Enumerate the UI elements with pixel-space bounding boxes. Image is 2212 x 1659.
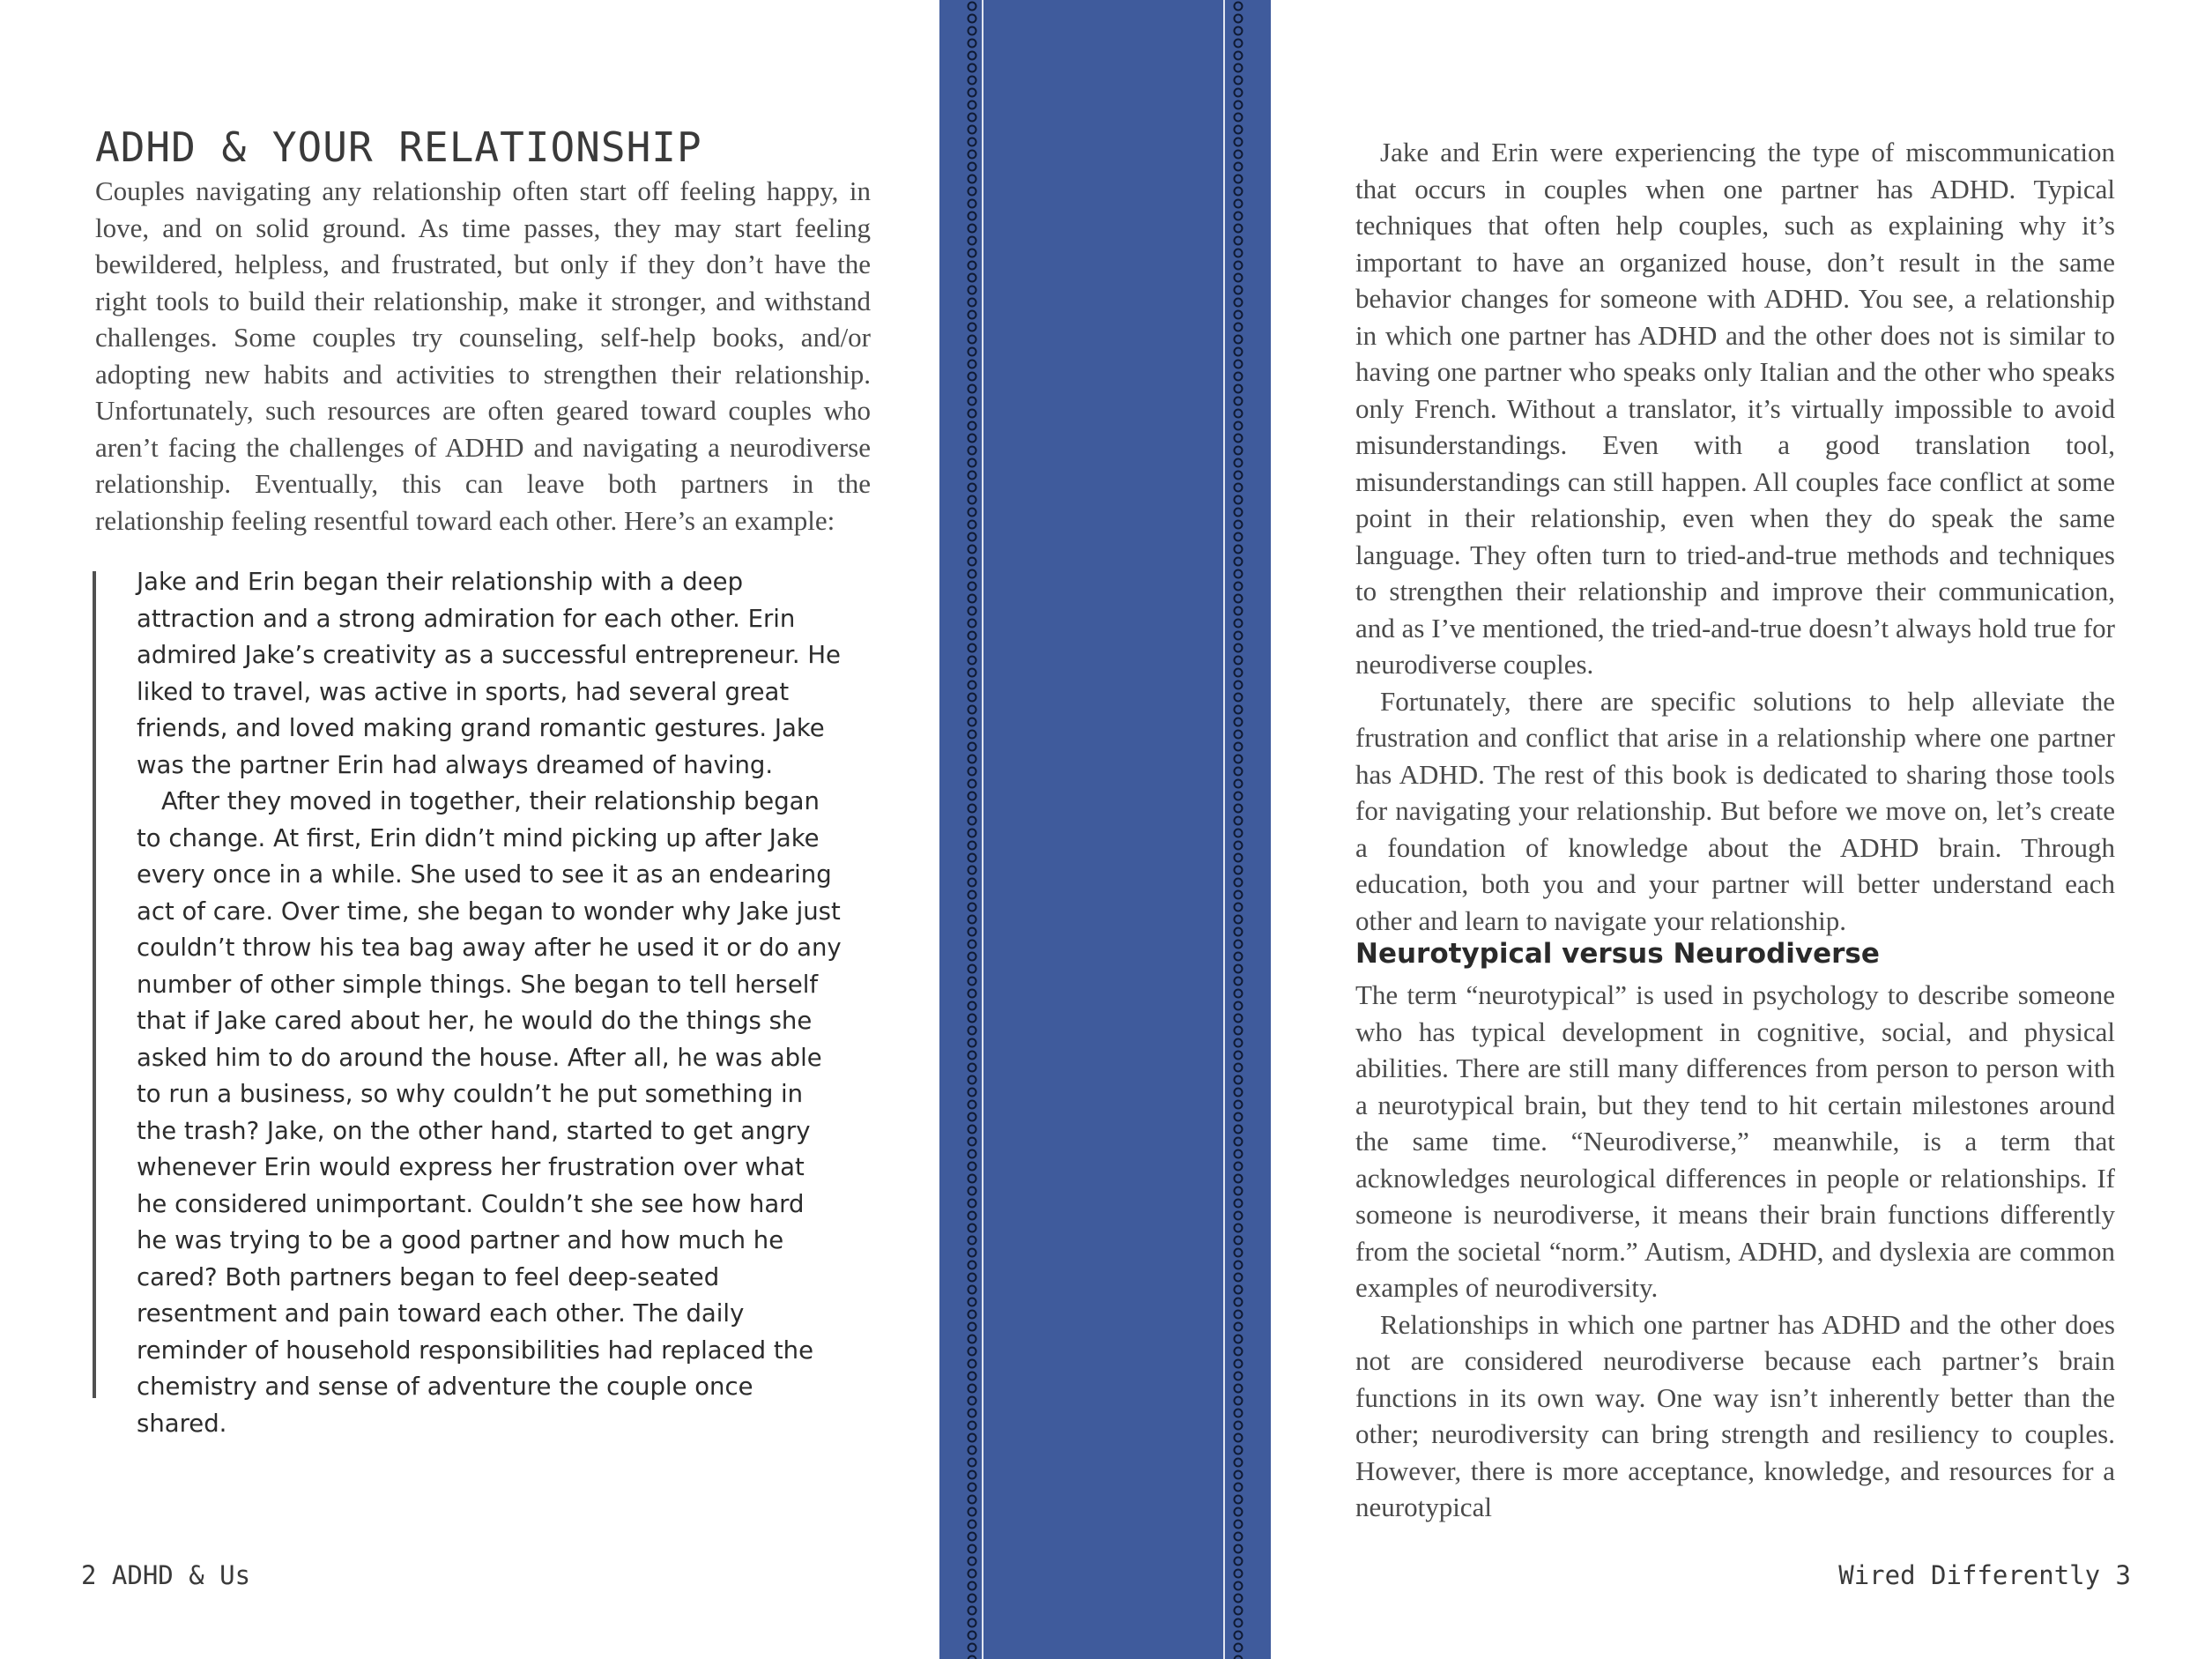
body-paragraph: Jake and Erin were experiencing the type of miscommunication that occurs in couples when one partner has ADHD. Typical techniques that often help couples, such as explaining why it’s important to have an organized house, don’t result in the same behavior changes for someone with ADHD. You see, a relationship in which one partner has ADHD and the other does not is similar to having one partner who speaks only Italian and the other who speaks only French. Without a translator, it’s virtually impossible to avoid misunderstandings. Even with a good translation tool, misunderstandings can still happen. All couples face conflict at some point in their relationship, even when they do speak the same language. They often turn to tried-and-true methods and techniques to strengthen their relationship and improve their communication, and as I’ve mentioned, the tried-and-true doesn’t always hold true for neurodiverse couples. <box>1355 137 2115 680</box>
section-heading: ADHD & YOUR RELATIONSHIP <box>95 123 702 171</box>
gutter-line <box>982 0 984 1659</box>
story-paragraph: Jake and Erin began their relationship with a deep attraction and a strong admiration for each other. Erin admired Jake’s creativity as a successful entrepreneur. He liked to travel, was active in sports, had several great friends, and loved making grand romantic gestures. Jake was the partner Erin had always dreamed of having. <box>137 568 841 779</box>
left-folio: 2 ADHD & Us <box>81 1560 251 1590</box>
right-folio: Wired Differently 3 <box>1838 1560 2131 1590</box>
intro-paragraph: Couples navigating any relationship often start off feeling happy, in love, and on solid ground. As time passes, they may start feeling bewildered, helpless, and frustrated, but only if they don’t have the right tools to build their relationship, make it stronger, and withstand challenges. Some couples try counseling, self-help books, and/or adopting new habits and activities to strengthen their relationship. Unfortunately, such resources are often geared toward couples who aren’t facing the challenges of ADHD and navigating a neurodiverse relationship. Eventually, this can leave both partners in the relationship feeling resentful toward each other. Here’s an example: <box>95 175 871 536</box>
left-page <box>0 0 939 1659</box>
subsection-body-text <box>1355 977 2115 1526</box>
story-paragraph: After they moved in together, their relationship began to change. At first, Erin didn’t mind picking up after Jake every once in a while. She used to see it as an endearing act of care. Over time, she began to wonder why Jake just couldn’t throw his tea bag away after he used it or do any number of other simple things. She began to tell herself that if Jake cared about her, he would do the things she asked him to do around the house. After all, he was able to run a business, so why couldn’t he put something in the trash? Jake, on the other hand, started to get angry whenever Erin would express her frustration over what he considered unimportant. Couldn’t she see how hard he was trying to be a good partner and how much he cared? Both partners began to feel deep-seated resentment and pain toward each other. The daily reminder of household responsibilities had replaced the chemistry and sense of adventure the couple once shared. <box>137 787 842 1438</box>
gutter-band <box>939 0 1271 1659</box>
right-chain-ornament <box>1232 0 1244 1659</box>
example-story <box>137 564 842 1442</box>
body-paragraph: Fortunately, there are specific solutions to help alleviate the frustration and conflict that arise in a relationship where one partner has ADHD. The rest of this book is dedicated to sharing those tools for navigating your relationship. But before we move on, let’s create a foundation of knowledge about the ADHD brain. Through education, both you and your partner will better understand each other and learn to navigate your relationship. <box>1355 685 2115 936</box>
left-chain-ornament <box>966 0 978 1659</box>
gutter-line <box>1223 0 1225 1659</box>
body-paragraph: Relationships in which one partner has ADHD and the other does not are considered neurodiverse because each partner’s brain functions in its own way. One way isn’t inherently better than the other; neurodiversity can bring strength and resiliency to couples. However, there is more acceptance, knowledge, and resources for a neurotypical <box>1355 1308 2115 1522</box>
body-paragraph: The term “neurotypical” is used in psychology to describe someone who has typical development in cognitive, social, and physical abilities. There are still many differences from person to person with a neurotypical brain, but they tend to hit certain milestones around the same time. “Neurodiverse,” meanwhile, is a term that acknowledges neurological differences in people or relationships. If someone is neurodiverse, it means their brain functions differently from the societal “norm.” Autism, ADHD, and dyslexia are common examples of neurodiversity. <box>1355 979 2115 1303</box>
example-sidebar-rule <box>93 571 96 1398</box>
subsection-heading: Neurotypical versus Neurodiverse <box>1355 938 1880 970</box>
right-body-text <box>1355 134 2115 939</box>
